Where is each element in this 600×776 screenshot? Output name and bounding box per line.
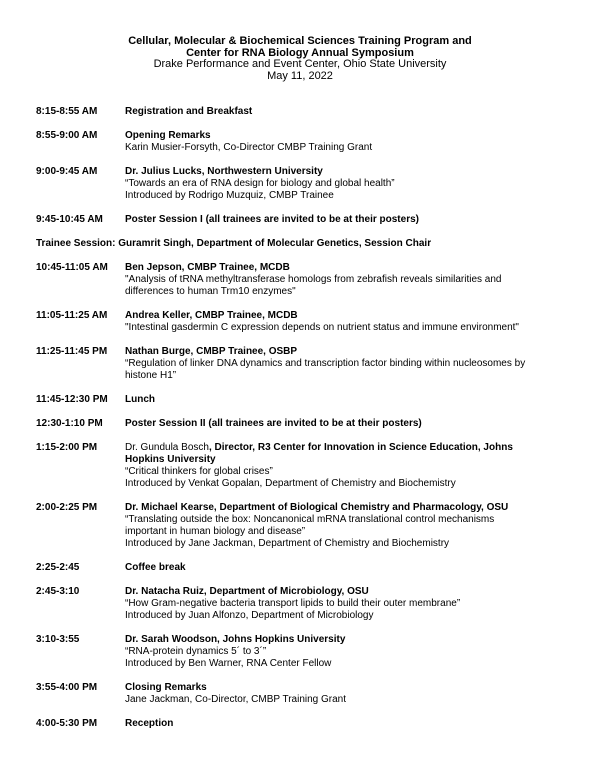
schedule-content [125,418,566,430]
schedule-item [36,442,566,490]
schedule-title [125,718,566,730]
schedule-detail-line: important in human biology and disease” [125,526,306,537]
schedule-title-text: Registration and Breakfast [125,106,253,117]
schedule-item [36,106,566,118]
schedule-content [125,166,566,202]
schedule-content [125,106,566,118]
schedule-content [125,634,566,670]
schedule-detail-line: Introduced by Ben Warner, RNA Center Fellow [125,658,332,669]
schedule-time: 3:10-3:55 [36,634,80,645]
schedule-item [36,130,566,154]
schedule-detail-line: Introduced by Rodrigo Muzquiz, CMBP Trainee [125,190,334,201]
schedule-title-text: Lunch [125,394,155,405]
schedule-content [125,394,566,406]
schedule-item [36,262,566,298]
schedule-time: 1:15-2:00 PM [36,442,98,453]
schedule-detail-line: “Critical thinkers for global crises” [125,466,273,477]
schedule-title [125,214,566,226]
schedule-item [36,166,566,202]
schedule-time: 3:55-4:00 PM [36,682,98,693]
schedule-title [125,262,566,274]
schedule-title-text: Opening Remarks [125,130,211,141]
schedule-time: 10:45-11:05 AM [36,262,108,273]
schedule-detail-line: “Towards an era of RNA design for biology and global health” [125,178,395,189]
schedule-detail-line: Introduced by Juan Alfonzo, Department of Microbiology [125,610,374,621]
schedule-title [125,130,566,142]
schedule-title-text: Ben Jepson, CMBP Trainee, MCDB [125,262,290,273]
header-title-line2: Center for RNA Biology Annual Symposium [186,46,414,59]
schedule-content [125,682,566,706]
session-heading: Trainee Session: Guramrit Singh, Department of Molecular Genetics, Session Chair [36,238,432,249]
schedule-time: 4:00-5:30 PM [36,718,98,729]
schedule-item [36,682,566,706]
schedule-item [36,586,566,622]
schedule-detail-line: "Intestinal gasdermin C expression depends on nutrient status and immune environment" [125,322,519,333]
schedule-detail-line: “How Gram-negative bacteria transport lipids to build their outer membrane” [125,598,461,609]
schedule-content [125,586,566,622]
speaker-name: Dr. Gundula Bosch [125,442,209,453]
schedule-time: 11:45-12:30 PM [36,394,108,405]
schedule-time: 8:15-8:55 AM [36,106,98,117]
schedule-title [125,418,566,430]
schedule-title [125,106,566,118]
header-date: May 11, 2022 [267,69,333,82]
schedule-title [125,562,566,574]
schedule-title-text: Dr. Michael Kearse, Department of Biological Chemistry and Pharmacology, OSU [125,502,509,513]
schedule-item [36,634,566,670]
schedule-content [125,562,566,574]
schedule-detail-line: “RNA-protein dynamics 5´ to 3´” [125,646,267,657]
schedule-time: 9:45-10:45 AM [36,214,103,225]
schedule-content [125,310,566,334]
schedule-time: 9:00-9:45 AM [36,166,98,177]
schedule-item [36,310,566,334]
schedule-detail-line: histone H1” [125,370,177,381]
schedule-content [125,502,566,550]
schedule-title [125,442,566,454]
schedule-title-text: Reception [125,718,174,729]
schedule-list [36,106,566,742]
schedule-item [36,418,566,430]
schedule-content [125,442,566,490]
schedule-title-text: Nathan Burge, CMBP Trainee, OSBP [125,346,298,357]
schedule-time: 8:55-9:00 AM [36,130,98,141]
schedule-detail-line: Introduced by Venkat Gopalan, Department of Chemistry and Biochemistry [125,478,456,489]
schedule-time: 12:30-1:10 PM [36,418,103,429]
schedule-item [36,346,566,382]
schedule-title-text: Poster Session II (all trainees are invited to be at their posters) [125,418,422,429]
document-header [0,36,600,82]
schedule-detail-line: “Regulation of linker DNA dynamics and transcription factor binding within nucleosomes by [125,358,526,369]
schedule-title-cont: Hopkins University [125,454,216,465]
schedule-detail-line: "Analysis of tRNA methyltransferase homologs from zebrafish reveals similarities and [125,274,502,285]
schedule-title [125,634,566,646]
schedule-title-text: Coffee break [125,562,186,573]
schedule-content [125,214,566,226]
schedule-title-text: Dr. Natacha Ruiz, Department of Microbiology, OSU [125,586,369,597]
schedule-title [125,502,566,514]
schedule-title-text: Dr. Julius Lucks, Northwestern University [125,166,323,177]
schedule-item [36,562,566,574]
schedule-detail-line: Introduced by Jane Jackman, Department of Chemistry and Biochemistry [125,538,450,549]
schedule-time: 11:25-11:45 PM [36,346,108,357]
schedule-title [125,586,566,598]
schedule-content [125,346,566,382]
schedule-title [125,682,566,694]
schedule-title [125,394,566,406]
schedule-item [36,718,566,730]
schedule-item [36,502,566,550]
schedule-detail-line: Jane Jackman, Co-Director, CMBP Training Grant [125,694,347,705]
schedule-title-text: , Director, R3 Center for Innovation in Science Education, Johns [208,442,513,453]
schedule-title-text: Dr. Sarah Woodson, Johns Hopkins University [125,634,346,645]
header-title-line1: Cellular, Molecular & Biochemical Sciences Training Program and [128,35,472,47]
schedule-content [125,718,566,730]
schedule-title-text: Poster Session I (all trainees are invited to be at their posters) [125,214,419,225]
schedule-item [36,214,566,226]
schedule-detail-line: “Translating outside the box: Noncanonical mRNA translational control mechanisms [125,514,495,525]
schedule-title [125,310,566,322]
schedule-time: 2:00-2:25 PM [36,502,98,513]
schedule-title-text: Andrea Keller, CMBP Trainee, MCDB [125,310,298,321]
header-venue: Drake Performance and Event Center, Ohio State University [153,58,447,70]
schedule-title [125,346,566,358]
schedule-content [125,130,566,154]
schedule-time: 11:05-11:25 AM [36,310,108,321]
schedule-time: 2:25-2:45 [36,562,80,573]
schedule-detail-line: differences to human Trm10 enzymes" [125,286,296,297]
schedule-item [36,394,566,406]
schedule-title-text: Closing Remarks [125,682,207,693]
schedule-time: 2:45-3:10 [36,586,80,597]
schedule-title [125,166,566,178]
schedule-detail-line: Karin Musier-Forsyth, Co-Director CMBP Training Grant [125,142,373,153]
schedule-content [125,262,566,298]
